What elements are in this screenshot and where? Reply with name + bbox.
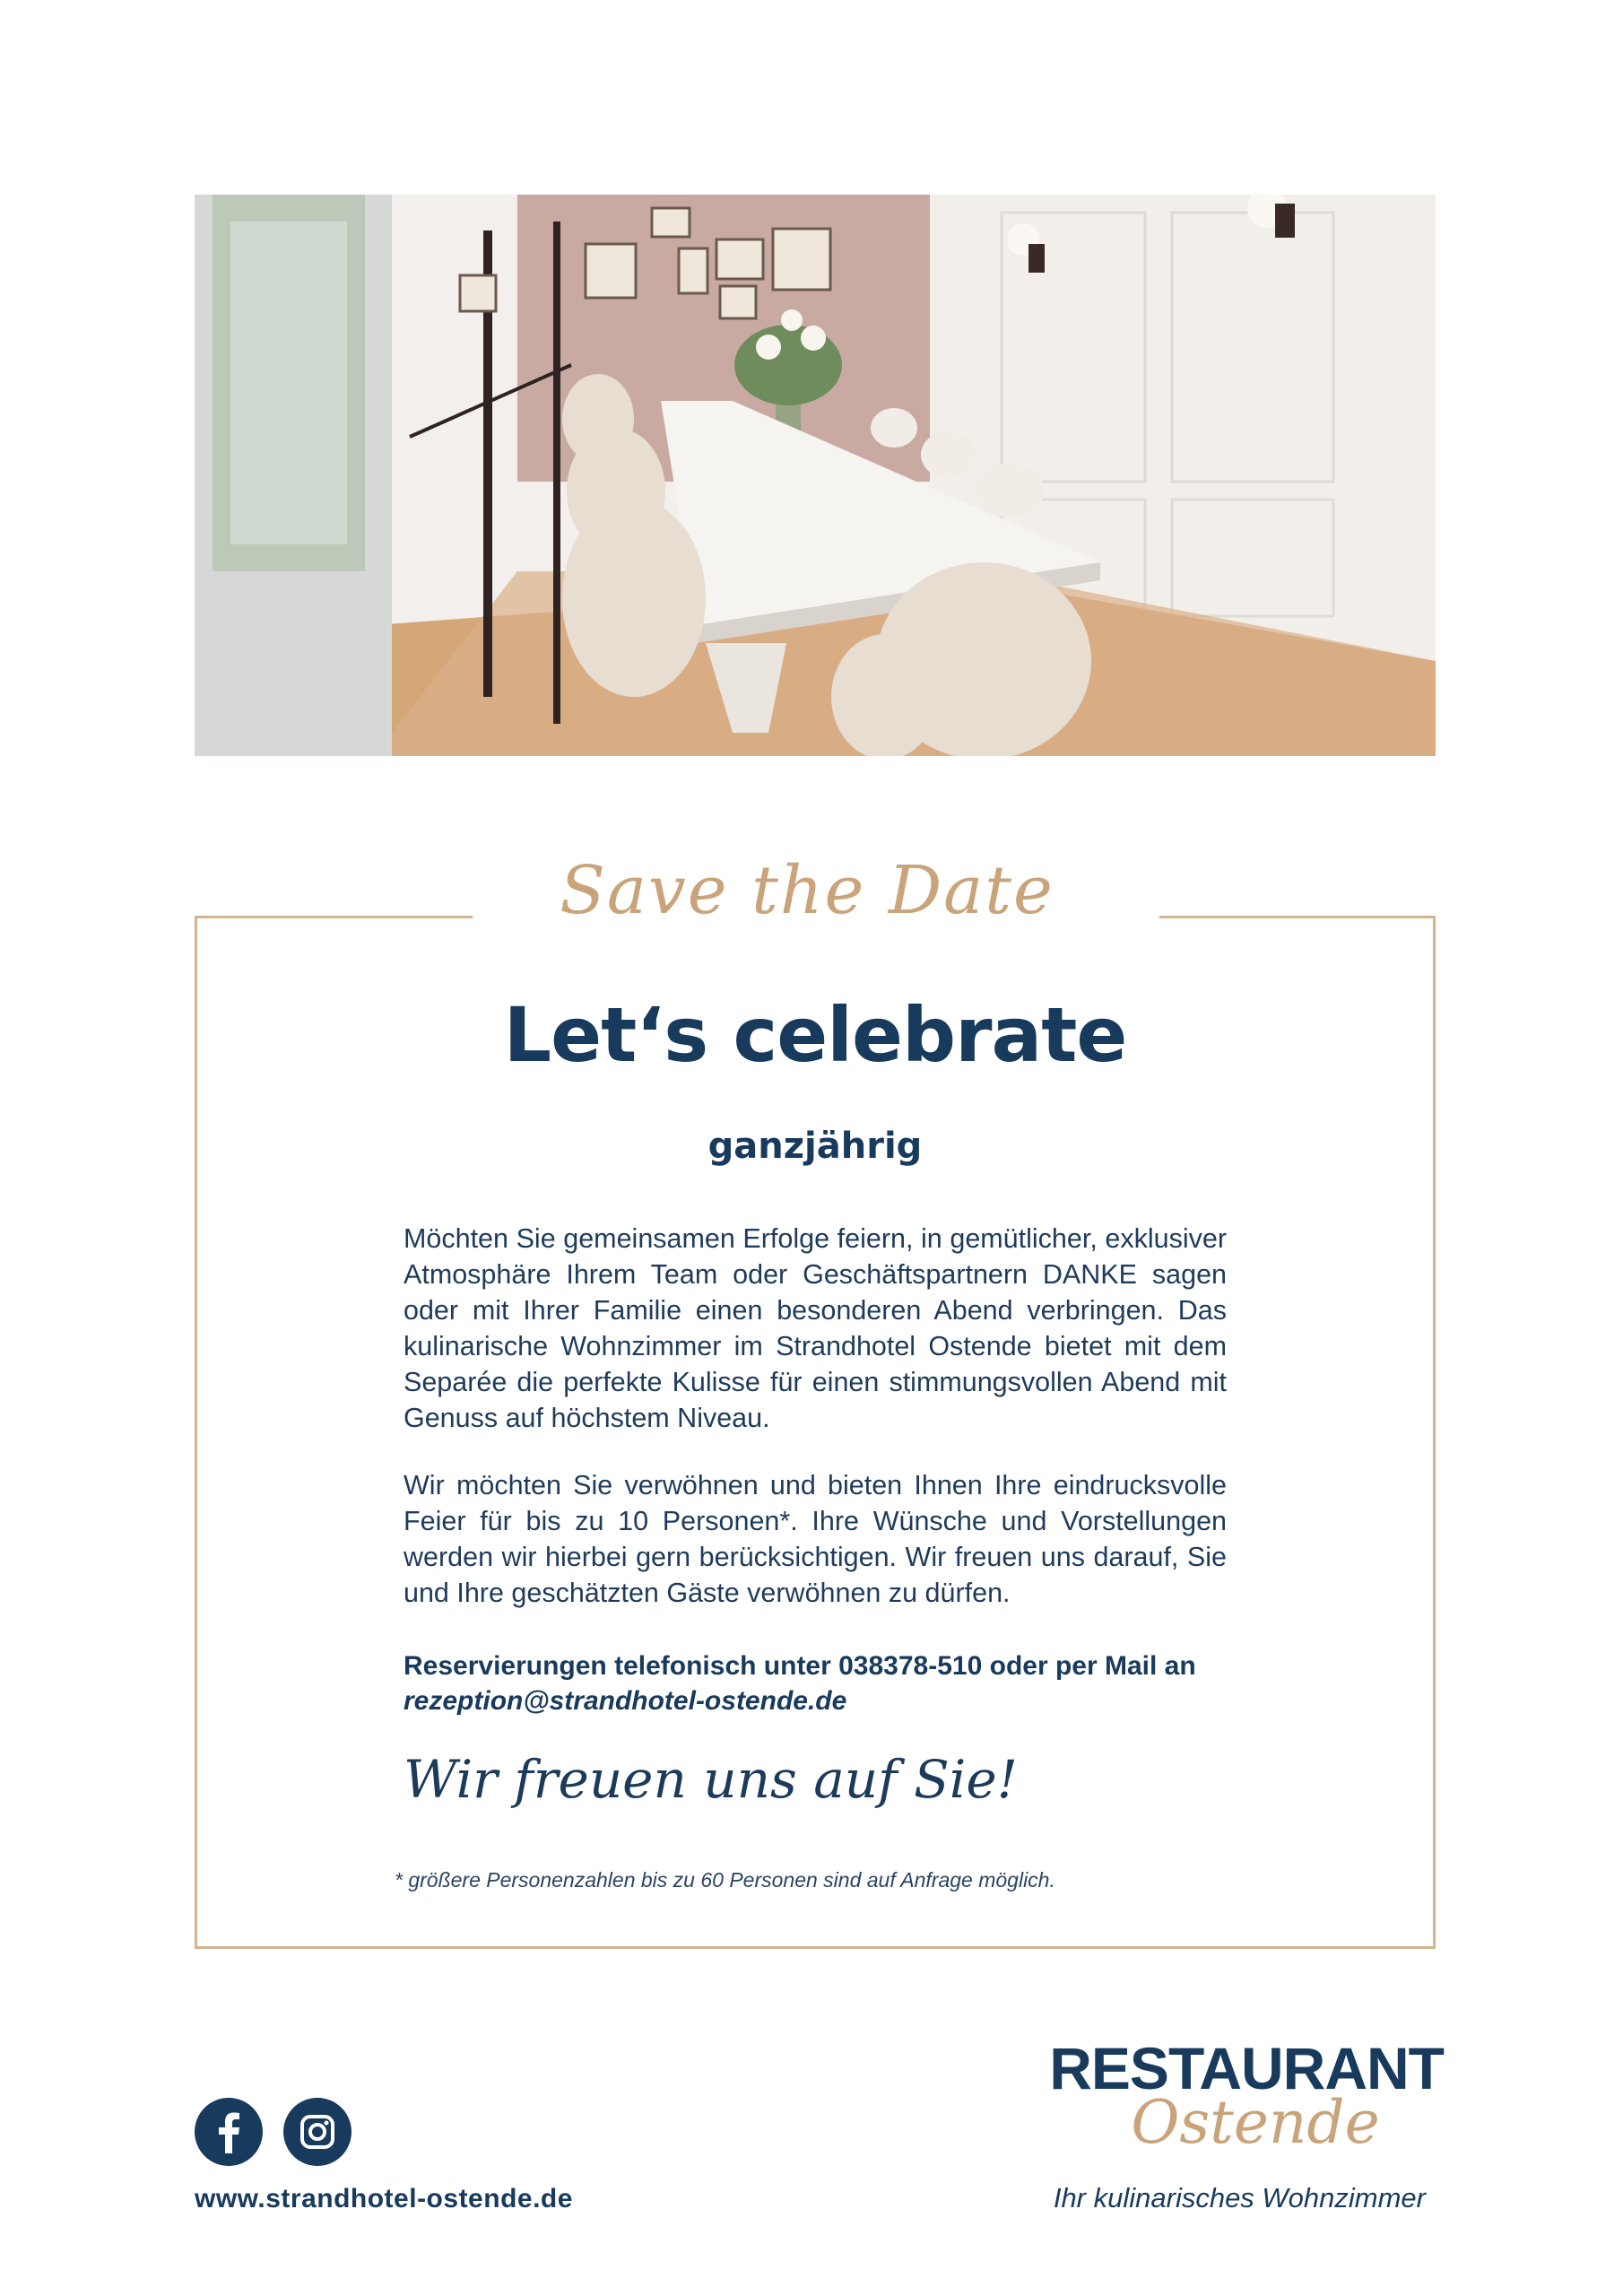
intro-paragraph: Möchten Sie gemeinsamen Erfolge feiern, in gemütlicher, exklusiver Atmosphäre Ihrem Team oder Geschäftspartnern DANKE sagen oder mit Ihrer Familie einen besonderen Abend verbringen. Das kulinarische Wohnzimmer im Strandhotel Ostende bietet mit dem Separée die perfekte Kulisse für einen stimmungsvollen Abend mit Genuss auf höchstem Niveau.: [404, 1223, 1227, 1433]
subline: ganzjährig: [707, 1126, 923, 1167]
closing-line: Wir freuen uns auf Sie!: [404, 1749, 1018, 1810]
headline: Let‘s celebrate: [503, 991, 1127, 1079]
script-title: Save the Date: [560, 852, 1055, 929]
tagline: Ihr kulinarisches Wohnzimmer: [1053, 2182, 1426, 2213]
website-link[interactable]: www.strandhotel-ostende.de: [195, 2184, 573, 2213]
reservation-text: Reservierungen telefonisch unter 038378-510 oder per Mail an: [404, 1651, 1196, 1681]
offer-paragraph: Wir möchten Sie verwöhnen und bieten Ihnen Ihre eindrucksvolle Feier für bis zu 10 Personen*. Ihre Wünsche und Vorstellungen werden wir hierbei gern berücksichtigen. Wir freuen uns darauf, Sie und Ihre geschätzten Gäste verwöhnen zu dürfen.: [404, 1470, 1227, 1608]
instagram-icon[interactable]: [283, 2098, 352, 2166]
logo-wordmark: RESTAURANT: [1049, 2035, 1444, 2101]
restaurant-separee-photo: [195, 195, 1436, 756]
reservation-info: [404, 1648, 1237, 1718]
logo-script: Ostende: [1131, 2088, 1380, 2157]
facebook-icon[interactable]: [195, 2098, 263, 2166]
reservation-email-link[interactable]: rezeption@strandhotel-ostende.de: [404, 1686, 847, 1716]
footnote: * größere Personenzahlen bis zu 60 Personen sind auf Anfrage möglich.: [395, 1868, 1055, 1892]
